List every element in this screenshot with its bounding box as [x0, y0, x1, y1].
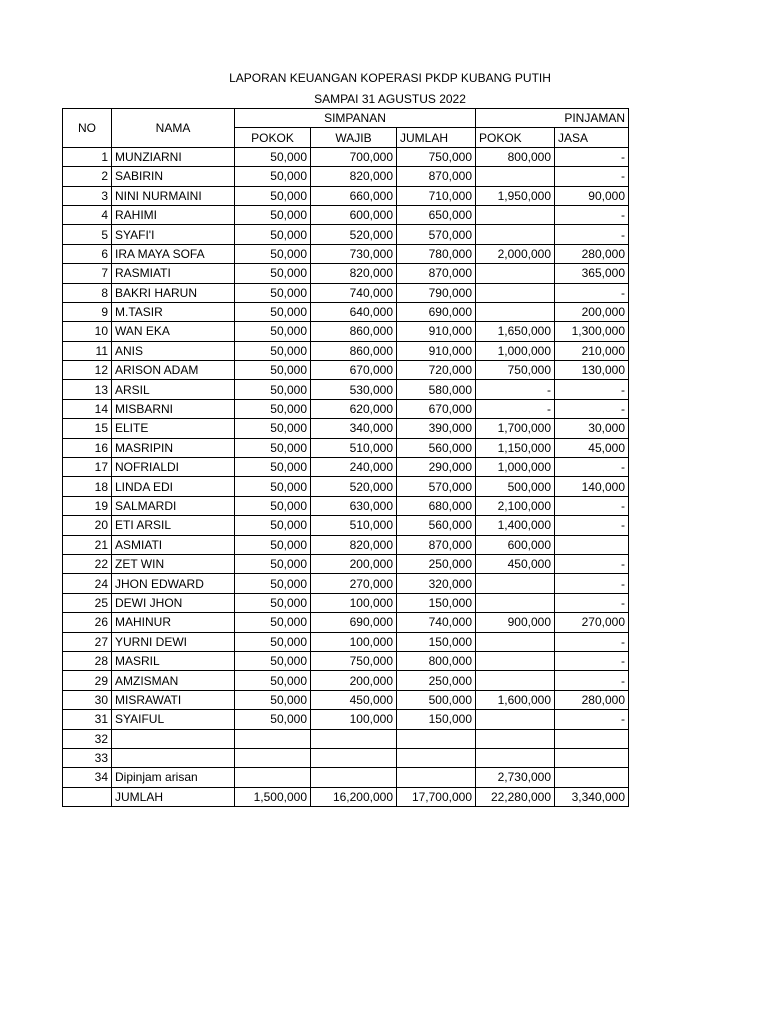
- row-pinjaman-pokok: [476, 593, 555, 612]
- row-no: 32: [63, 729, 112, 748]
- row-simpanan-pokok: 50,000: [235, 283, 311, 302]
- row-simpanan-pokok: 50,000: [235, 186, 311, 205]
- row-wajib: 510,000: [311, 516, 397, 535]
- row-simpanan-pokok: 50,000: [235, 496, 311, 515]
- row-pinjaman-pokok: 1,000,000: [476, 458, 555, 477]
- row-nama: Dipinjam arisan: [112, 768, 235, 787]
- row-jasa: -: [555, 496, 629, 515]
- row-nama: MAHINUR: [112, 613, 235, 632]
- row-wajib: 730,000: [311, 244, 397, 263]
- row-jumlah: 800,000: [397, 651, 476, 670]
- row-nama: IRA MAYA SOFA: [112, 244, 235, 263]
- table-row: [63, 438, 629, 457]
- row-wajib: 100,000: [311, 593, 397, 612]
- row-no: 3: [63, 186, 112, 205]
- row-nama: SALMARDI: [112, 496, 235, 515]
- row-jumlah: 780,000: [397, 244, 476, 263]
- row-no: 25: [63, 593, 112, 612]
- row-no: 22: [63, 554, 112, 573]
- row-pinjaman-pokok: 1,000,000: [476, 341, 555, 360]
- row-nama: SYAIFUL: [112, 710, 235, 729]
- row-wajib: 820,000: [311, 264, 397, 283]
- row-wajib: 100,000: [311, 632, 397, 651]
- row-pinjaman-pokok: [476, 710, 555, 729]
- header-nama: NAMA: [112, 109, 235, 148]
- row-wajib: 700,000: [311, 147, 397, 166]
- row-no: 26: [63, 613, 112, 632]
- row-no: 14: [63, 399, 112, 418]
- header-pinjaman: PINJAMAN: [476, 109, 629, 128]
- table-row: [63, 225, 629, 244]
- row-wajib: 660,000: [311, 186, 397, 205]
- row-nama: RASMIATI: [112, 264, 235, 283]
- row-jumlah: [397, 729, 476, 748]
- row-pinjaman-pokok: 1,950,000: [476, 186, 555, 205]
- row-simpanan-pokok: 50,000: [235, 438, 311, 457]
- row-no: 34: [63, 768, 112, 787]
- row-no: 6: [63, 244, 112, 263]
- row-jumlah: 720,000: [397, 361, 476, 380]
- row-pinjaman-pokok: [476, 671, 555, 690]
- total-jumlah: 17,700,000: [397, 787, 476, 806]
- row-jumlah: 710,000: [397, 186, 476, 205]
- row-pinjaman-pokok: [476, 283, 555, 302]
- row-pinjaman-pokok: 1,400,000: [476, 516, 555, 535]
- row-nama: BAKRI HARUN: [112, 283, 235, 302]
- row-no: 18: [63, 477, 112, 496]
- row-no: 2: [63, 167, 112, 186]
- row-no: 33: [63, 748, 112, 767]
- table-row: [63, 748, 629, 767]
- row-wajib: 340,000: [311, 419, 397, 438]
- header-no: NO: [63, 109, 112, 148]
- row-nama: ASMIATI: [112, 535, 235, 554]
- row-wajib: 740,000: [311, 283, 397, 302]
- row-nama: WAN EKA: [112, 322, 235, 341]
- row-no: 5: [63, 225, 112, 244]
- row-jasa: -: [555, 167, 629, 186]
- row-no: 24: [63, 574, 112, 593]
- row-jumlah: 250,000: [397, 671, 476, 690]
- table-row: [63, 768, 629, 787]
- row-nama: [112, 729, 235, 748]
- total-simpanan-pokok: 1,500,000: [235, 787, 311, 806]
- row-nama: [112, 748, 235, 767]
- table-row: [63, 554, 629, 573]
- row-jasa: 200,000: [555, 302, 629, 321]
- row-nama: ARISON ADAM: [112, 361, 235, 380]
- row-simpanan-pokok: 50,000: [235, 632, 311, 651]
- row-jumlah: 650,000: [397, 205, 476, 224]
- row-pinjaman-pokok: 1,150,000: [476, 438, 555, 457]
- row-no: 4: [63, 205, 112, 224]
- row-simpanan-pokok: 50,000: [235, 458, 311, 477]
- row-nama: JHON EDWARD: [112, 574, 235, 593]
- row-simpanan-pokok: 50,000: [235, 322, 311, 341]
- row-pinjaman-pokok: [476, 651, 555, 670]
- row-jasa: [555, 535, 629, 554]
- table-row: [63, 341, 629, 360]
- row-jasa: -: [555, 458, 629, 477]
- row-simpanan-pokok: 50,000: [235, 710, 311, 729]
- row-nama: MISBARNI: [112, 399, 235, 418]
- row-simpanan-pokok: 50,000: [235, 477, 311, 496]
- total-label: JUMLAH: [112, 787, 235, 806]
- table-row: [63, 458, 629, 477]
- row-pinjaman-pokok: -: [476, 380, 555, 399]
- row-jasa: -: [555, 671, 629, 690]
- row-simpanan-pokok: 50,000: [235, 574, 311, 593]
- row-no: 31: [63, 710, 112, 729]
- row-pinjaman-pokok: [476, 264, 555, 283]
- table-row: [63, 380, 629, 399]
- row-pinjaman-pokok: 750,000: [476, 361, 555, 380]
- row-simpanan-pokok: 50,000: [235, 593, 311, 612]
- row-jasa: [555, 748, 629, 767]
- row-jumlah: 500,000: [397, 690, 476, 709]
- row-wajib: 860,000: [311, 322, 397, 341]
- table-row: [63, 244, 629, 263]
- table-row: [63, 651, 629, 670]
- row-wajib: 240,000: [311, 458, 397, 477]
- row-jasa: 1,300,000: [555, 322, 629, 341]
- row-pinjaman-pokok: 600,000: [476, 535, 555, 554]
- row-jumlah: 150,000: [397, 593, 476, 612]
- row-jumlah: [397, 748, 476, 767]
- row-nama: NOFRIALDI: [112, 458, 235, 477]
- row-no: 20: [63, 516, 112, 535]
- row-jasa: 270,000: [555, 613, 629, 632]
- row-no: 19: [63, 496, 112, 515]
- table-row: [63, 167, 629, 186]
- total-row: [63, 787, 629, 806]
- row-simpanan-pokok: [235, 748, 311, 767]
- row-wajib: 600,000: [311, 205, 397, 224]
- row-simpanan-pokok: 50,000: [235, 613, 311, 632]
- row-wajib: 100,000: [311, 710, 397, 729]
- row-simpanan-pokok: 50,000: [235, 302, 311, 321]
- row-jasa: 45,000: [555, 438, 629, 457]
- row-wajib: 200,000: [311, 671, 397, 690]
- row-jumlah: 910,000: [397, 341, 476, 360]
- row-pinjaman-pokok: [476, 748, 555, 767]
- row-simpanan-pokok: 50,000: [235, 516, 311, 535]
- row-pinjaman-pokok: [476, 167, 555, 186]
- header-wajib: WAJIB: [311, 128, 397, 147]
- row-nama: ANIS: [112, 341, 235, 360]
- table-row: [63, 302, 629, 321]
- row-jasa: -: [555, 147, 629, 166]
- row-nama: MISRAWATI: [112, 690, 235, 709]
- row-jumlah: 570,000: [397, 477, 476, 496]
- row-simpanan-pokok: 50,000: [235, 419, 311, 438]
- report-title: LAPORAN KEUANGAN KOPERASI PKDP KUBANG PUTIH: [229, 71, 551, 85]
- row-pinjaman-pokok: [476, 729, 555, 748]
- row-simpanan-pokok: 50,000: [235, 651, 311, 670]
- row-wajib: [311, 729, 397, 748]
- row-simpanan-pokok: 50,000: [235, 341, 311, 360]
- table-row: [63, 399, 629, 418]
- row-no: 1: [63, 147, 112, 166]
- row-nama: ZET WIN: [112, 554, 235, 573]
- row-jasa: 210,000: [555, 341, 629, 360]
- row-pinjaman-pokok: 500,000: [476, 477, 555, 496]
- row-no: 10: [63, 322, 112, 341]
- row-jumlah: 680,000: [397, 496, 476, 515]
- row-simpanan-pokok: 50,000: [235, 244, 311, 263]
- row-nama: ELITE: [112, 419, 235, 438]
- row-no: 16: [63, 438, 112, 457]
- row-nama: RAHIMI: [112, 205, 235, 224]
- row-jasa: -: [555, 593, 629, 612]
- row-nama: MASRIPIN: [112, 438, 235, 457]
- row-no: 9: [63, 302, 112, 321]
- row-no: 30: [63, 690, 112, 709]
- row-wajib: 820,000: [311, 167, 397, 186]
- header-simpanan: SIMPANAN: [235, 109, 476, 128]
- row-wajib: 690,000: [311, 613, 397, 632]
- row-jumlah: 290,000: [397, 458, 476, 477]
- row-simpanan-pokok: 50,000: [235, 205, 311, 224]
- table-row: [63, 419, 629, 438]
- table-row: [63, 205, 629, 224]
- row-simpanan-pokok: 50,000: [235, 535, 311, 554]
- table-row: [63, 593, 629, 612]
- table-row: [63, 613, 629, 632]
- row-wajib: 640,000: [311, 302, 397, 321]
- row-jasa: -: [555, 225, 629, 244]
- row-no: 27: [63, 632, 112, 651]
- row-wajib: 750,000: [311, 651, 397, 670]
- row-simpanan-pokok: [235, 729, 311, 748]
- row-no: 7: [63, 264, 112, 283]
- row-jasa: -: [555, 399, 629, 418]
- row-jumlah: 910,000: [397, 322, 476, 341]
- row-jumlah: 570,000: [397, 225, 476, 244]
- row-nama: MUNZIARNI: [112, 147, 235, 166]
- row-jumlah: 870,000: [397, 167, 476, 186]
- row-wajib: 520,000: [311, 477, 397, 496]
- row-jumlah: 390,000: [397, 419, 476, 438]
- row-simpanan-pokok: 50,000: [235, 225, 311, 244]
- row-wajib: 860,000: [311, 341, 397, 360]
- total-pinjaman-pokok: 22,280,000: [476, 787, 555, 806]
- table-row: [63, 322, 629, 341]
- row-jasa: 280,000: [555, 690, 629, 709]
- row-pinjaman-pokok: 2,100,000: [476, 496, 555, 515]
- header-jumlah: JUMLAH: [397, 128, 476, 147]
- row-no: 21: [63, 535, 112, 554]
- row-wajib: 630,000: [311, 496, 397, 515]
- row-jasa: -: [555, 380, 629, 399]
- row-nama: YURNI DEWI: [112, 632, 235, 651]
- row-jasa: 30,000: [555, 419, 629, 438]
- table-row: [63, 361, 629, 380]
- row-pinjaman-pokok: 2,730,000: [476, 768, 555, 787]
- row-pinjaman-pokok: [476, 632, 555, 651]
- row-nama: M.TASIR: [112, 302, 235, 321]
- table-row: [63, 186, 629, 205]
- row-wajib: 510,000: [311, 438, 397, 457]
- row-no: 13: [63, 380, 112, 399]
- row-jasa: -: [555, 710, 629, 729]
- row-jasa: 130,000: [555, 361, 629, 380]
- table-row: [63, 574, 629, 593]
- row-simpanan-pokok: 50,000: [235, 264, 311, 283]
- row-pinjaman-pokok: 1,600,000: [476, 690, 555, 709]
- header-jasa: JASA: [555, 128, 629, 147]
- row-no: 8: [63, 283, 112, 302]
- table-row: [63, 477, 629, 496]
- row-jumlah: 150,000: [397, 632, 476, 651]
- row-nama: LINDA EDI: [112, 477, 235, 496]
- row-jumlah: 150,000: [397, 710, 476, 729]
- table-row: [63, 710, 629, 729]
- row-jasa: -: [555, 283, 629, 302]
- row-jumlah: 870,000: [397, 535, 476, 554]
- row-simpanan-pokok: 50,000: [235, 147, 311, 166]
- row-jasa: -: [555, 574, 629, 593]
- row-simpanan-pokok: 50,000: [235, 690, 311, 709]
- row-jumlah: 740,000: [397, 613, 476, 632]
- row-pinjaman-pokok: [476, 574, 555, 593]
- row-nama: SABIRIN: [112, 167, 235, 186]
- row-wajib: 200,000: [311, 554, 397, 573]
- row-pinjaman-pokok: 800,000: [476, 147, 555, 166]
- row-jasa: 365,000: [555, 264, 629, 283]
- row-jumlah: 690,000: [397, 302, 476, 321]
- table-row: [63, 283, 629, 302]
- row-pinjaman-pokok: 900,000: [476, 613, 555, 632]
- row-wajib: [311, 768, 397, 787]
- row-simpanan-pokok: [235, 768, 311, 787]
- table-row: [63, 147, 629, 166]
- row-nama: ETI ARSIL: [112, 516, 235, 535]
- finance-table: [62, 108, 629, 807]
- row-no: 12: [63, 361, 112, 380]
- row-jasa: 90,000: [555, 186, 629, 205]
- row-nama: AMZISMAN: [112, 671, 235, 690]
- row-pinjaman-pokok: [476, 302, 555, 321]
- table-row: [63, 264, 629, 283]
- row-wajib: 620,000: [311, 399, 397, 418]
- row-wajib: [311, 748, 397, 767]
- header-pinjaman-pokok: POKOK: [476, 128, 555, 147]
- row-simpanan-pokok: 50,000: [235, 361, 311, 380]
- header-simpanan-pokok: POKOK: [235, 128, 311, 147]
- row-jasa: -: [555, 205, 629, 224]
- row-pinjaman-pokok: 450,000: [476, 554, 555, 573]
- row-no: 17: [63, 458, 112, 477]
- row-nama: DEWI JHON: [112, 593, 235, 612]
- report-subtitle-date: SAMPAI 31 AGUSTUS 2022: [314, 92, 466, 106]
- row-nama: ARSIL: [112, 380, 235, 399]
- row-jumlah: 320,000: [397, 574, 476, 593]
- row-nama: SYAFI'I: [112, 225, 235, 244]
- row-jasa: -: [555, 554, 629, 573]
- row-wajib: 520,000: [311, 225, 397, 244]
- row-simpanan-pokok: 50,000: [235, 167, 311, 186]
- row-jasa: 280,000: [555, 244, 629, 263]
- row-jumlah: 560,000: [397, 516, 476, 535]
- row-no: 11: [63, 341, 112, 360]
- table-row: [63, 516, 629, 535]
- row-no: 28: [63, 651, 112, 670]
- table-row: [63, 690, 629, 709]
- row-simpanan-pokok: 50,000: [235, 380, 311, 399]
- total-no-cell: [63, 787, 112, 806]
- row-simpanan-pokok: 50,000: [235, 554, 311, 573]
- table-row: [63, 632, 629, 651]
- row-wajib: 450,000: [311, 690, 397, 709]
- row-wajib: 530,000: [311, 380, 397, 399]
- row-wajib: 670,000: [311, 361, 397, 380]
- row-jumlah: [397, 768, 476, 787]
- row-pinjaman-pokok: 2,000,000: [476, 244, 555, 263]
- row-simpanan-pokok: 50,000: [235, 671, 311, 690]
- row-jasa: [555, 768, 629, 787]
- row-simpanan-pokok: 50,000: [235, 399, 311, 418]
- table-row: [63, 671, 629, 690]
- row-jumlah: 790,000: [397, 283, 476, 302]
- row-pinjaman-pokok: -: [476, 399, 555, 418]
- row-pinjaman-pokok: [476, 225, 555, 244]
- row-jumlah: 870,000: [397, 264, 476, 283]
- row-pinjaman-pokok: 1,650,000: [476, 322, 555, 341]
- row-jasa: -: [555, 516, 629, 535]
- row-jasa: -: [555, 632, 629, 651]
- header-row-1: [63, 109, 629, 128]
- total-jasa: 3,340,000: [555, 787, 629, 806]
- row-pinjaman-pokok: 1,700,000: [476, 419, 555, 438]
- row-jasa: 140,000: [555, 477, 629, 496]
- row-no: 29: [63, 671, 112, 690]
- row-no: 15: [63, 419, 112, 438]
- total-wajib: 16,200,000: [311, 787, 397, 806]
- row-wajib: 820,000: [311, 535, 397, 554]
- row-jumlah: 250,000: [397, 554, 476, 573]
- table-row: [63, 535, 629, 554]
- row-jumlah: 580,000: [397, 380, 476, 399]
- row-jumlah: 560,000: [397, 438, 476, 457]
- table-row: [63, 496, 629, 515]
- row-jasa: -: [555, 651, 629, 670]
- row-wajib: 270,000: [311, 574, 397, 593]
- row-jumlah: 750,000: [397, 147, 476, 166]
- row-jumlah: 670,000: [397, 399, 476, 418]
- table-row: [63, 729, 629, 748]
- row-nama: NINI NURMAINI: [112, 186, 235, 205]
- row-pinjaman-pokok: [476, 205, 555, 224]
- row-jasa: [555, 729, 629, 748]
- row-nama: MASRIL: [112, 651, 235, 670]
